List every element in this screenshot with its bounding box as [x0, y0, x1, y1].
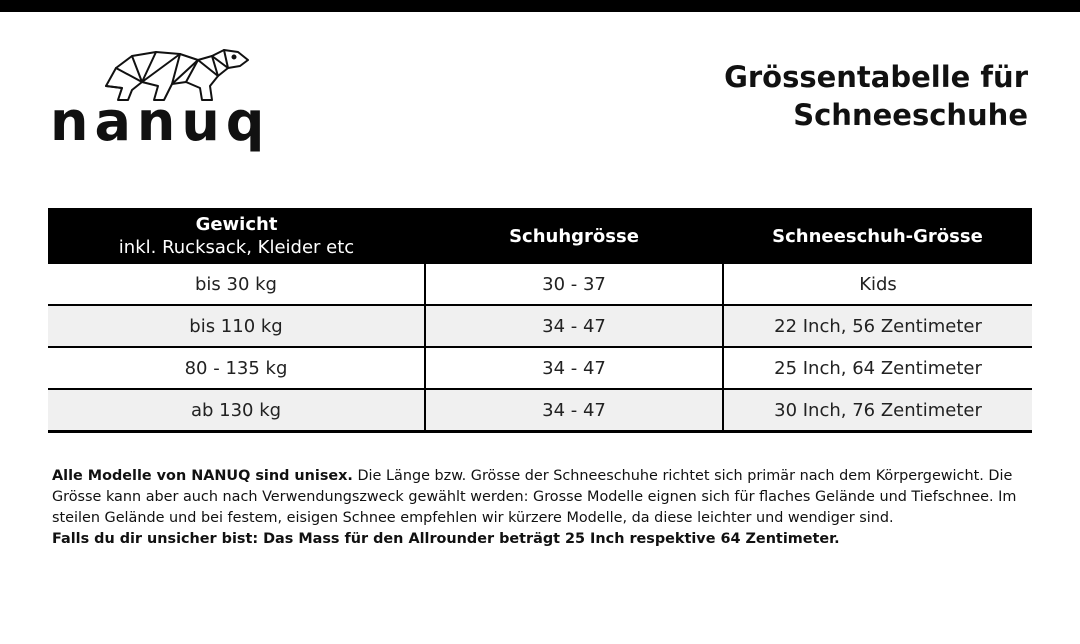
cell-snowshoe-size: 22 Inch, 56 Zentimeter [723, 305, 1032, 347]
notes-intro-bold: Alle Modelle von NANUQ sind unisex. [52, 468, 353, 484]
cell-snowshoe-size: 25 Inch, 64 Zentimeter [723, 347, 1032, 389]
cell-shoe-size: 30 - 37 [425, 264, 723, 305]
header-weight [48, 208, 425, 264]
page-title [608, 58, 1028, 134]
notes [52, 466, 1042, 550]
cell-shoe-size: 34 - 47 [425, 389, 723, 432]
cell-weight: 80 - 135 kg [48, 347, 425, 389]
table-row [48, 389, 1032, 432]
notes-tip-bold: Falls du dir unsicher bist: Das Mass für den Allrounder beträgt 25 Inch respektive 64 Zentimeter. [52, 531, 840, 547]
cell-snowshoe-size: 30 Inch, 76 Zentimeter [723, 389, 1032, 432]
cell-weight: bis 110 kg [48, 305, 425, 347]
cell-snowshoe-size: Kids [723, 264, 1032, 305]
header-snowshoe-size: Schneeschuh-Grösse [723, 208, 1032, 264]
cell-weight: ab 130 kg [48, 389, 425, 432]
header-weight-label: Gewicht [195, 214, 278, 235]
notes-tip [52, 529, 1042, 550]
table-row [48, 264, 1032, 305]
table-row [48, 305, 1032, 347]
header-shoe-size: Schuhgrösse [425, 208, 723, 264]
size-table [48, 208, 1032, 433]
table-header-row [48, 208, 1032, 264]
page-title-line-2: Schneeschuhe [793, 98, 1028, 132]
cell-shoe-size: 34 - 47 [425, 347, 723, 389]
header-weight-sub: inkl. Rucksack, Kleider etc [118, 237, 355, 258]
brand-logo [50, 42, 271, 154]
cell-weight: bis 30 kg [48, 264, 425, 305]
top-bar [0, 0, 1080, 12]
page-title-line-1: Grössentabelle für [724, 60, 1028, 94]
cell-shoe-size: 34 - 47 [425, 305, 723, 347]
notes-paragraph [52, 466, 1042, 529]
brand-name: nanuq [50, 90, 271, 153]
notes-intro-text: Die Länge bzw. Grösse der Schneeschuhe richtet sich primär nach dem Körpergewicht. Die Grösse kann aber auch nach Verwendungszweck gewählt werden: Grosse Modelle eignen sich für flaches Gelände und Tiefschnee. Im steilen Gelände und bei festem, eisigen Schnee empfehlen wir kürzere Modelle, da diese leichter und wendiger sind. [52, 468, 1017, 526]
table-row [48, 347, 1032, 389]
